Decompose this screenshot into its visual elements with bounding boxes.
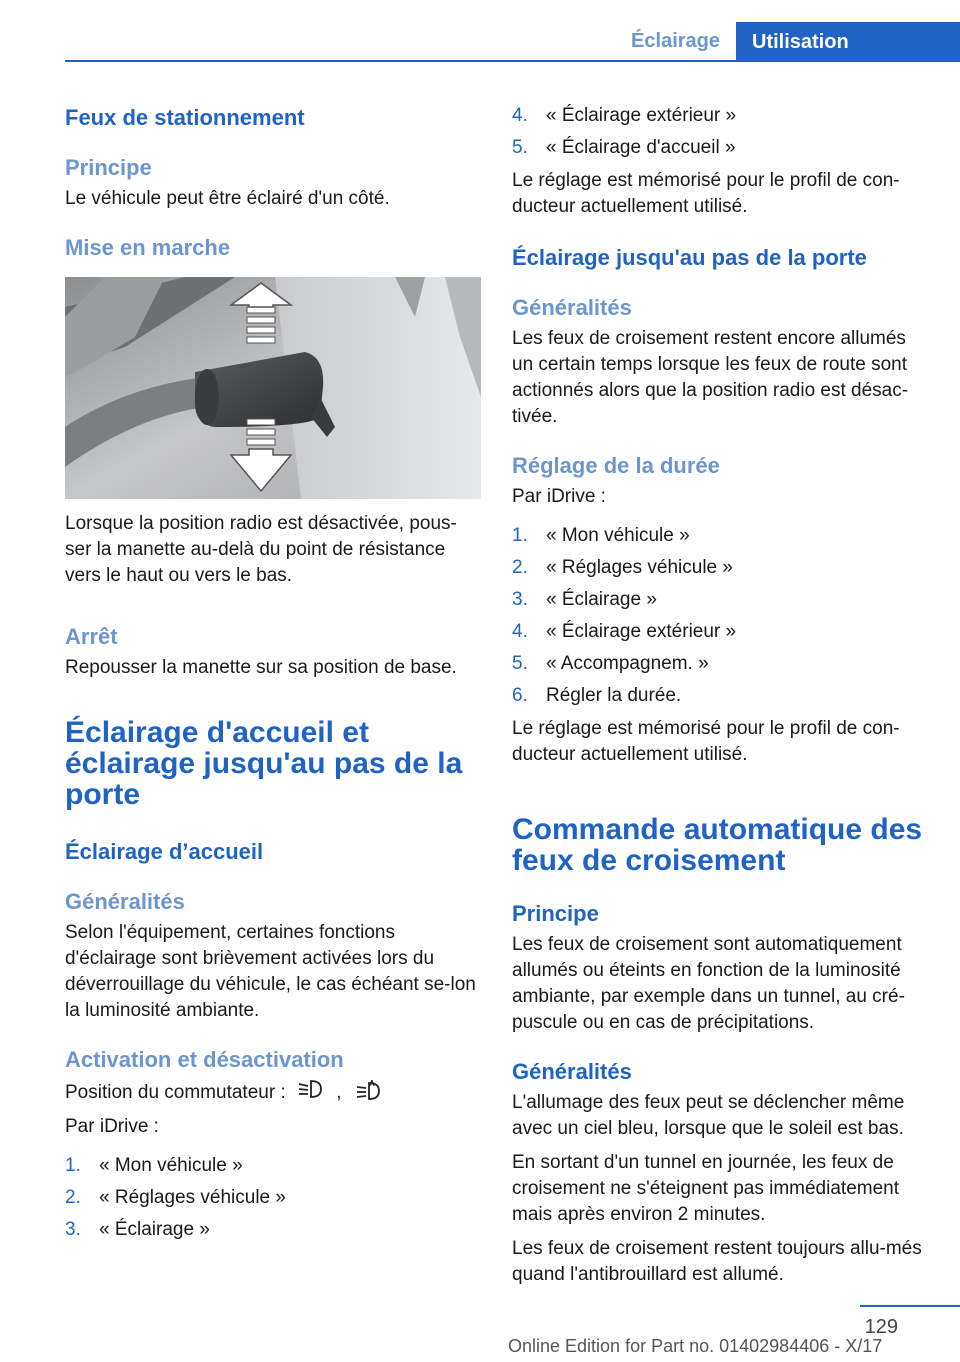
auto-principle-text: Les feux de croisement sont automatiquement allumés ou éteints en fonction de la luminosité ambiante, par exemple dans un tunnel, au cré-puscule ou en cas de précipitations. bbox=[512, 934, 905, 1033]
list-item: 5. « Accompagnem. » bbox=[512, 653, 709, 674]
list-item: 3. « Éclairage » bbox=[512, 589, 657, 610]
header-rule bbox=[65, 60, 960, 62]
off-text: Repousser la manette sur sa position de base. bbox=[65, 657, 457, 678]
list-item: 3. « Éclairage » bbox=[65, 1219, 210, 1240]
switch-position-line bbox=[65, 1078, 481, 1108]
principle-heading: Principe bbox=[65, 155, 152, 180]
switch-on-heading: Mise en marche bbox=[65, 235, 231, 260]
list-item: 4. « Éclairage extérieur » bbox=[512, 105, 737, 126]
list-item: 2. « Réglages véhicule » bbox=[65, 1187, 286, 1208]
auto-light-icon bbox=[355, 1078, 381, 1108]
page-number: 129 bbox=[864, 1316, 898, 1338]
general-heading: Généralités bbox=[65, 889, 185, 914]
list-item: 6. Régler la durée. bbox=[512, 685, 682, 706]
list-item: 1. « Mon véhicule » bbox=[512, 525, 690, 546]
memorized-text-1: Le réglage est mémorisé pour le profil de con-ducteur actuellement utilisé. bbox=[512, 170, 900, 217]
page-header bbox=[0, 0, 960, 62]
home-lighting-heading: Éclairage jusqu'au pas de la porte bbox=[512, 245, 867, 270]
welcome-steps-list-continued bbox=[512, 100, 927, 164]
auto-headlight-main-heading: Commande automatique des feux de croisement bbox=[512, 813, 923, 877]
low-beam-icon bbox=[297, 1078, 323, 1108]
auto-general-text-1: L'allumage des feux peut se déclencher même avec un ciel bleu, lorsque que le soleil est bas. bbox=[512, 1092, 905, 1139]
auto-principle-heading: Principe bbox=[512, 901, 599, 926]
switch-position-text: Position du commutateur : bbox=[65, 1082, 286, 1104]
welcome-lighting-heading: Éclairage d’accueil bbox=[65, 839, 264, 864]
turn-signal-lever-illustration bbox=[65, 277, 481, 499]
left-column bbox=[65, 100, 481, 1246]
edition-note: Online Edition for Part no. 01402984406 - X/17 bbox=[508, 1336, 883, 1356]
welcome-steps-list bbox=[65, 1150, 481, 1246]
activation-heading: Activation et désactivation bbox=[65, 1047, 344, 1072]
home-general-text: Les feux de croisement restent encore allumés un certain temps lorsque les feux de route sont actionnés alors que la position radio est désac-tivée. bbox=[512, 328, 909, 427]
header-chapter-tab: Utilisation bbox=[736, 22, 960, 62]
principle-text: Le véhicule peut être éclairé d'un côté. bbox=[65, 188, 390, 209]
list-item: 5. « Éclairage d'accueil » bbox=[512, 137, 736, 158]
home-general-heading: Généralités bbox=[512, 295, 632, 320]
switch-position-separator: , bbox=[336, 1082, 342, 1104]
off-heading: Arrêt bbox=[65, 624, 118, 649]
welcome-lighting-main-heading: Éclairage d'accueil et éclairage jusqu'au pas de la porte bbox=[65, 716, 463, 811]
page-footer bbox=[0, 1296, 960, 1362]
lever-instruction-text: Lorsque la position radio est désactivée, pous-ser la manette au-delà du point de résistance vers le haut ou vers le bas. bbox=[65, 513, 457, 586]
duration-steps-list bbox=[512, 520, 927, 712]
list-item: 2. « Réglages véhicule » bbox=[512, 557, 733, 578]
memorized-text-2: Le réglage est mémorisé pour le profil de con-ducteur actuellement utilisé. bbox=[512, 718, 900, 765]
auto-general-heading: Généralités bbox=[512, 1059, 632, 1084]
list-item: 1. « Mon véhicule » bbox=[65, 1155, 243, 1176]
auto-general-text-3: Les feux de croisement restent toujours allu-més quand l'antibrouillard est allumé. bbox=[512, 1238, 922, 1285]
duration-heading: Réglage de la durée bbox=[512, 453, 720, 478]
right-column bbox=[512, 100, 927, 1288]
general-text: Selon l'équipement, certaines fonctions d'éclairage sont brièvement activées lors du déverrouillage du véhicule, le cas échéant se-lon la luminosité ambiante. bbox=[65, 922, 476, 1021]
footer-rule bbox=[860, 1305, 960, 1307]
svg-text:A: A bbox=[368, 1079, 375, 1088]
auto-general-text-2: En sortant d'un tunnel en journée, les feux de croisement ne s'éteignent pas immédiatement mais après environ 2 minutes. bbox=[512, 1152, 899, 1225]
header-section-title: Éclairage bbox=[631, 30, 720, 52]
idrive-text: Par iDrive : bbox=[65, 1116, 159, 1137]
parking-lights-heading: Feux de stationnement bbox=[65, 105, 305, 130]
list-item: 4. « Éclairage extérieur » bbox=[512, 621, 737, 642]
idrive-text-right: Par iDrive : bbox=[512, 486, 606, 507]
lever-figure bbox=[65, 277, 481, 499]
